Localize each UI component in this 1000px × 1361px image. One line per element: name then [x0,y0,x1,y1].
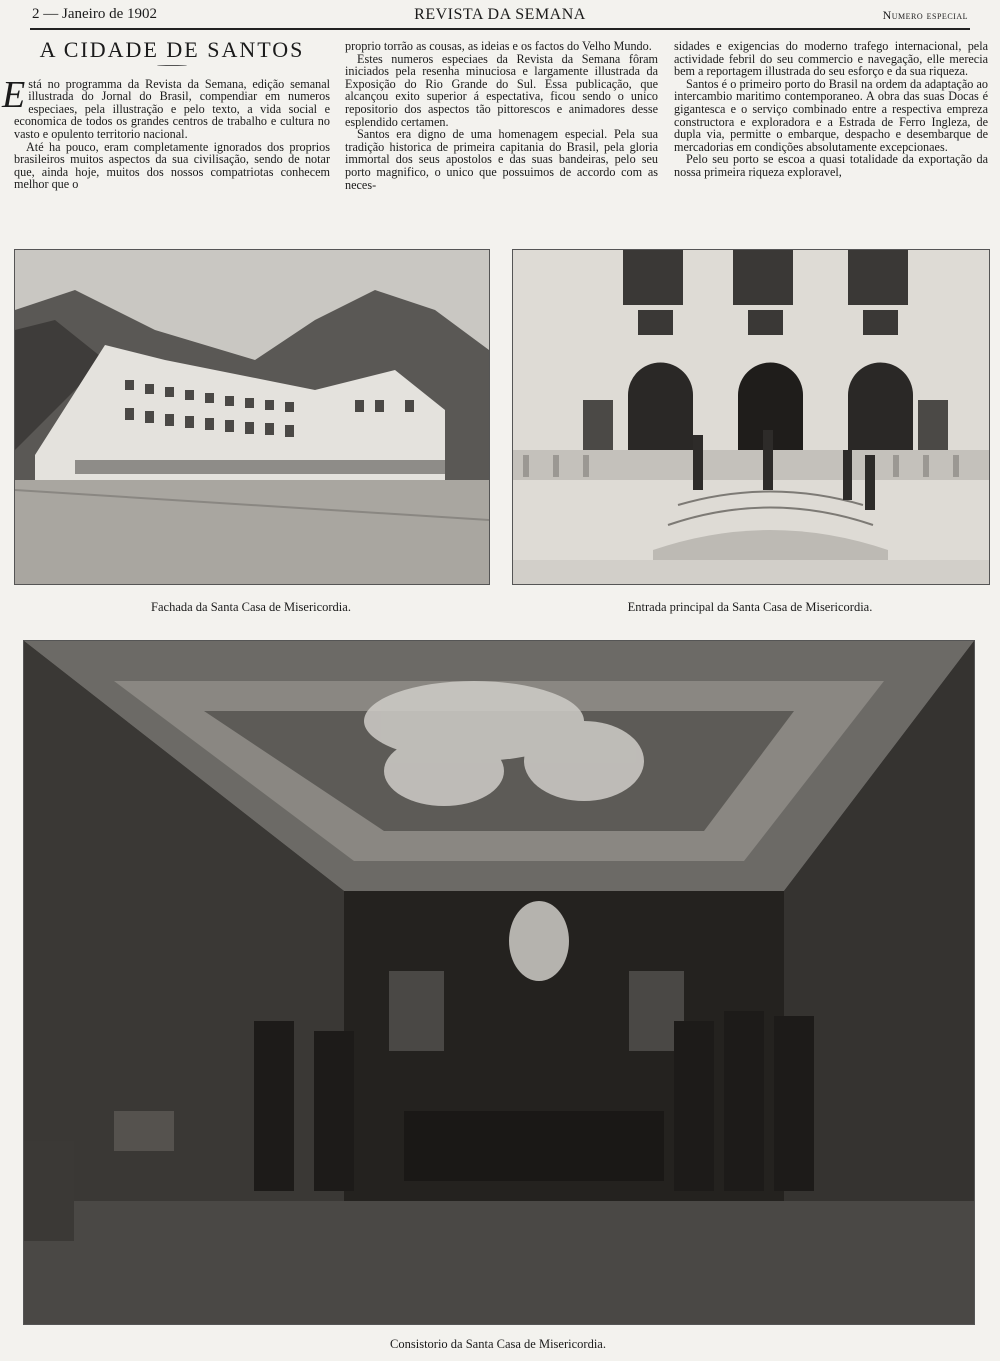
paragraph: Pelo seu porto se escoa a quasi totalidade da exportação da nossa primeira riqueza exploravel, [674,152,988,179]
paragraph: Santos era digno de uma homenagem especial. Pela sua tradição historica de primeira capitania do Brasil, pela gloria immortal dos seus apostolos e das suas bandeiras, pelo seu porto magnifico, o unico que possuimos de accordo com as neces- [345,127,658,192]
article-title: A CIDADE DE SANTOS [39,37,305,62]
paragraph: Estes numeros especiaes da Revista da Semana fôram iniciados pela resenha minuciosa e largamente illustrada da Exposição do Rio Grande do Sul. Essa publicação, que alcançou exito superior á espectativa, ficou sendo o unico repositorio dos aspectos tão pittorescos e animadores desse esplendido certamen. [345,51,658,129]
photo-facade [14,249,490,585]
photo-caption: Consistorio da Santa Casa de Misericordia. [390,1337,606,1351]
page-date: 2 — Janeiro de 1902 [32,6,157,22]
edition-label: Numero especial [882,8,968,22]
photo-consistory [23,640,975,1325]
title-ornament [157,65,187,66]
article-column-2 [345,40,658,191]
paragraph: Até ha pouco, eram completamente ignorados dos proprios brasileiros muitos aspectos da sua civilisação, sendo de notar que, ainda hoje, muitos dos nossos compatriotas conhecem melhor que o [14,139,330,192]
header-rule [30,28,970,30]
paragraph: Está no programma da Revista da Semana, edição semanal illustrada do Jornal do Brasil, compendiar em numeros especiaes, pela illustração e pelo texto, a vida social e economica de todos os grandes centros de trabalho e cultura no vasto e opulento territorio nacional. [2,73,330,141]
drop-cap: E [2,73,26,116]
masthead: REVISTA DA SEMANA [414,6,586,23]
paragraph: Santos é o primeiro porto do Brasil na ordem da adaptação ao intercambio maritimo contemporaneo. A obra das suas Docas é gigantesca e o serviço combinado entre a respectiva empreza constructora e exploradora e a Estrada de Ferro Ingleza, de dupla via, permitte o embarque, despacho e desembarque de mercadorias em condições absolutamente excepcionaes. [674,76,988,154]
photo-caption: Fachada da Santa Casa de Misericordia. [151,600,351,614]
photo-caption: Entrada principal da Santa Casa de Misericordia. [627,600,873,614]
paragraph: sidades e exigencias do moderno trafego internacional, pela actividade febril do seu commercio e navegação, elle merecia bem a reportagem illustrada do seu esforço e da sua riqueza. [674,39,988,79]
photo-entrance [512,249,990,585]
paragraph: proprio torrão as cousas, as ideias e os factos do Velho Mundo. [345,39,652,53]
article-column-1 [2,37,330,192]
article-column-3 [674,40,988,179]
page-header [32,6,968,26]
